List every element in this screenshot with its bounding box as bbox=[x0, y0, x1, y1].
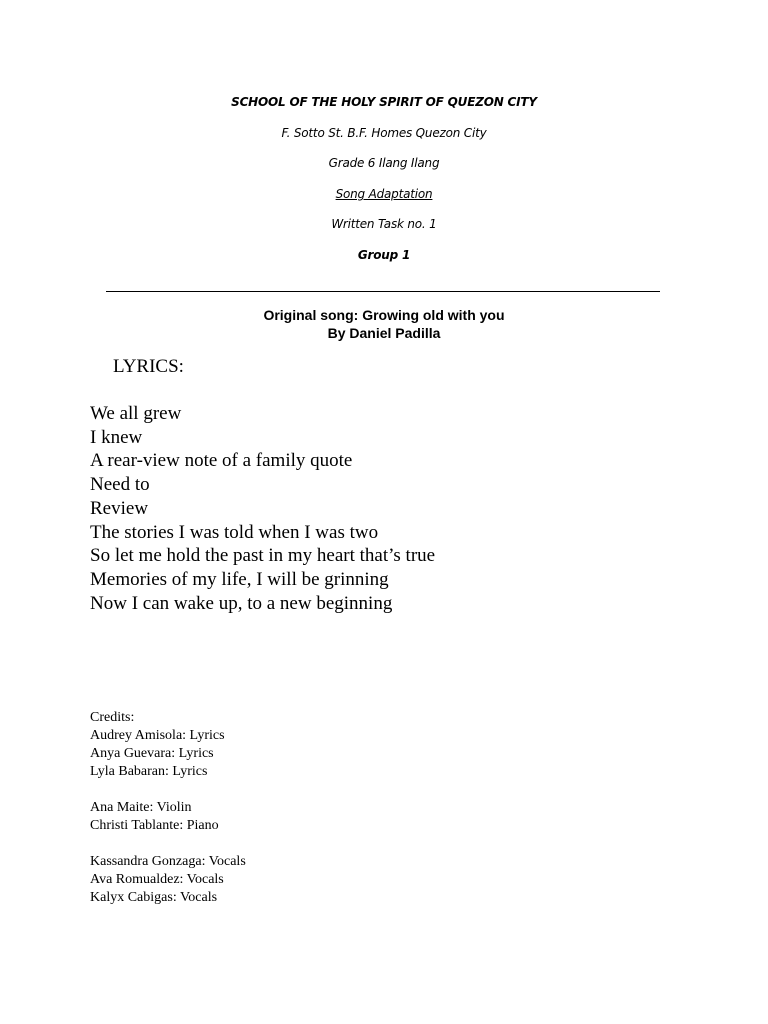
school-name: SCHOOL OF THE HOLY SPIRIT OF QUEZON CITY bbox=[231, 95, 537, 109]
school-address: F. Sotto St. B.F. Homes Quezon City bbox=[281, 126, 487, 140]
credit-item: Audrey Amisola: Lyrics bbox=[90, 728, 225, 743]
credit-item: Ava Romualdez: Vocals bbox=[90, 872, 224, 887]
lyrics-list bbox=[90, 402, 435, 615]
credit-item: Lyla Babaran: Lyrics bbox=[90, 764, 208, 779]
credit-item: Ana Maite: Violin bbox=[90, 800, 192, 815]
lyric-line: Need to bbox=[90, 474, 150, 496]
group-label: Group 1 bbox=[357, 248, 411, 262]
lyric-line: A rear-view note of a family quote bbox=[90, 450, 353, 472]
task-subject: Song Adaptation bbox=[335, 187, 433, 201]
credit-item: Kalyx Cabigas: Vocals bbox=[90, 890, 218, 905]
lyric-line: Memories of my life, I will be grinning bbox=[90, 568, 389, 590]
credits-group-instruments bbox=[90, 799, 246, 835]
lyric-line: Now I can wake up, to a new beginning bbox=[90, 592, 393, 614]
lyric-line: We all grew bbox=[90, 403, 182, 424]
lyric-line: I knew bbox=[90, 426, 143, 448]
credit-item: Anya Guevara: Lyrics bbox=[90, 746, 214, 761]
lyrics-heading: LYRICS: bbox=[113, 356, 184, 377]
header-divider bbox=[106, 291, 660, 292]
lyric-line: So let me hold the past in my heart that’s true bbox=[90, 545, 436, 567]
credits-heading: Credits: bbox=[90, 710, 135, 725]
song-artist: By Daniel Padilla bbox=[327, 325, 441, 341]
credits-section bbox=[90, 709, 246, 907]
task-number: Written Task no. 1 bbox=[331, 217, 437, 231]
grade-section: Grade 6 Ilang Ilang bbox=[328, 156, 440, 170]
credit-item: Kassandra Gonzaga: Vocals bbox=[90, 854, 246, 869]
lyric-line: Review bbox=[90, 497, 149, 519]
credit-item: Christi Tablante: Piano bbox=[90, 818, 219, 833]
original-song-title: Original song: Growing old with you bbox=[263, 307, 505, 323]
credits-group-vocals bbox=[90, 853, 246, 907]
credits-group-lyrics bbox=[90, 727, 246, 781]
lyric-line: The stories I was told when I was two bbox=[90, 521, 379, 543]
